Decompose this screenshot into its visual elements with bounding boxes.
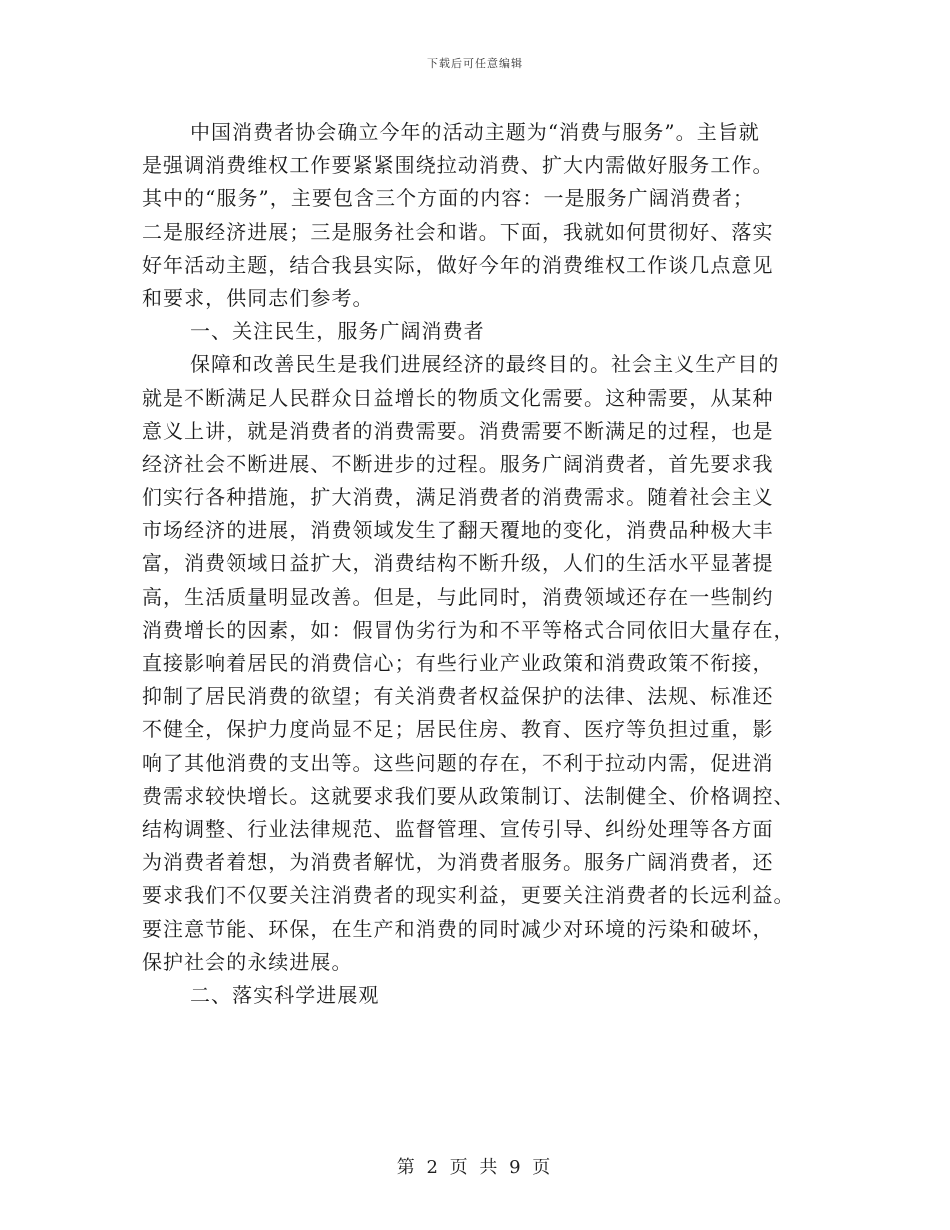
- paragraph-line: 保护社会的永续进展。: [142, 949, 353, 974]
- paragraph-line: 费需求较快增长。这就要求我们要从政策制订、法制健全、价格调控、: [142, 783, 795, 808]
- section-heading: 一、关注民生，服务广阔消费者: [190, 319, 485, 344]
- page-header: 下载后可任意编辑: [427, 57, 523, 70]
- paragraph-line: 其中的“服务”，主要包含三个方面的内容：一是服务广阔消费者；: [142, 186, 754, 211]
- paragraph-line: 要求我们不仅要关注消费者的现实利益，更要关注消费者的长远利益。: [142, 883, 795, 908]
- paragraph-line: 直接影响着居民的消费信心；有些行业产业政策和消费政策不衔接，: [142, 651, 774, 675]
- paragraph-line: 和要求，供同志们参考。: [142, 285, 374, 310]
- paragraph-line: 就是不断满足人民群众日益增长的物质文化需要。这种需要，从某种: [142, 385, 774, 410]
- page-number-footer: 第 2 页 共 9 页: [396, 1157, 554, 1178]
- paragraph-line: 意义上讲，就是消费者的消费需要。消费需要不断满足的过程，也是: [142, 418, 774, 443]
- paragraph-line: 结构调整、行业法律规范、监督管理、宣传引导、纠纷处理等各方面: [142, 816, 774, 841]
- paragraph-line: 市场经济的进展，消费领域发生了翻天覆地的变化，消费品种极大丰: [142, 518, 774, 543]
- paragraph-line: 经济社会不断进展、不断进步的过程。服务广阔消费者，首先要求我: [142, 451, 774, 476]
- paragraph-line: 们实行各种措施，扩大消费，满足消费者的消费需求。随着社会主义: [142, 485, 774, 510]
- paragraph-line: 响了其他消费的支出等。这些问题的存在，不利于拉动内需，促进消: [142, 750, 774, 775]
- paragraph-line: 中国消费者协会确立今年的活动主题为“消费与服务”。主旨就: [190, 120, 760, 144]
- paragraph-line: 是强调消费维权工作要紧紧围绕拉动消费、扩大内需做好服务工作。: [142, 153, 774, 178]
- paragraph-line: 保障和改善民生是我们进展经济的最终目的。社会主义生产目的: [190, 352, 780, 377]
- paragraph-line: 为消费者着想，为消费者解忧，为消费者服务。服务广阔消费者，还: [142, 850, 774, 875]
- paragraph-line: 富，消费领域日益扩大，消费结构不断升级，人们的生活水平显著提: [142, 551, 774, 576]
- document-body: [142, 112, 812, 1012]
- paragraph-line: 好年活动主题，结合我县实际，做好今年的消费维权工作谈几点意见: [142, 252, 774, 277]
- paragraph-line: 抑制了居民消费的欲望；有关消费者权益保护的法律、法规、标准还: [142, 684, 774, 709]
- paragraph-line: 二是服经济进展；三是服务社会和谐。下面，我就如何贯彻好、落实: [142, 219, 774, 244]
- paragraph-line: 高，生活质量明显改善。但是，与此同时，消费领域还存在一些制约: [142, 584, 774, 609]
- section-heading: 二、落实科学进展观: [190, 982, 380, 1007]
- paragraph-line: 要注意节能、环保，在生产和消费的同时减少对环境的污染和破坏，: [142, 916, 774, 941]
- paragraph-line: 不健全，保护力度尚显不足；居民住房、教育、医疗等负担过重，影: [142, 717, 774, 742]
- paragraph-line: 消费增长的因素，如：假冒伪劣行为和不平等格式合同依旧大量存在，: [142, 617, 795, 642]
